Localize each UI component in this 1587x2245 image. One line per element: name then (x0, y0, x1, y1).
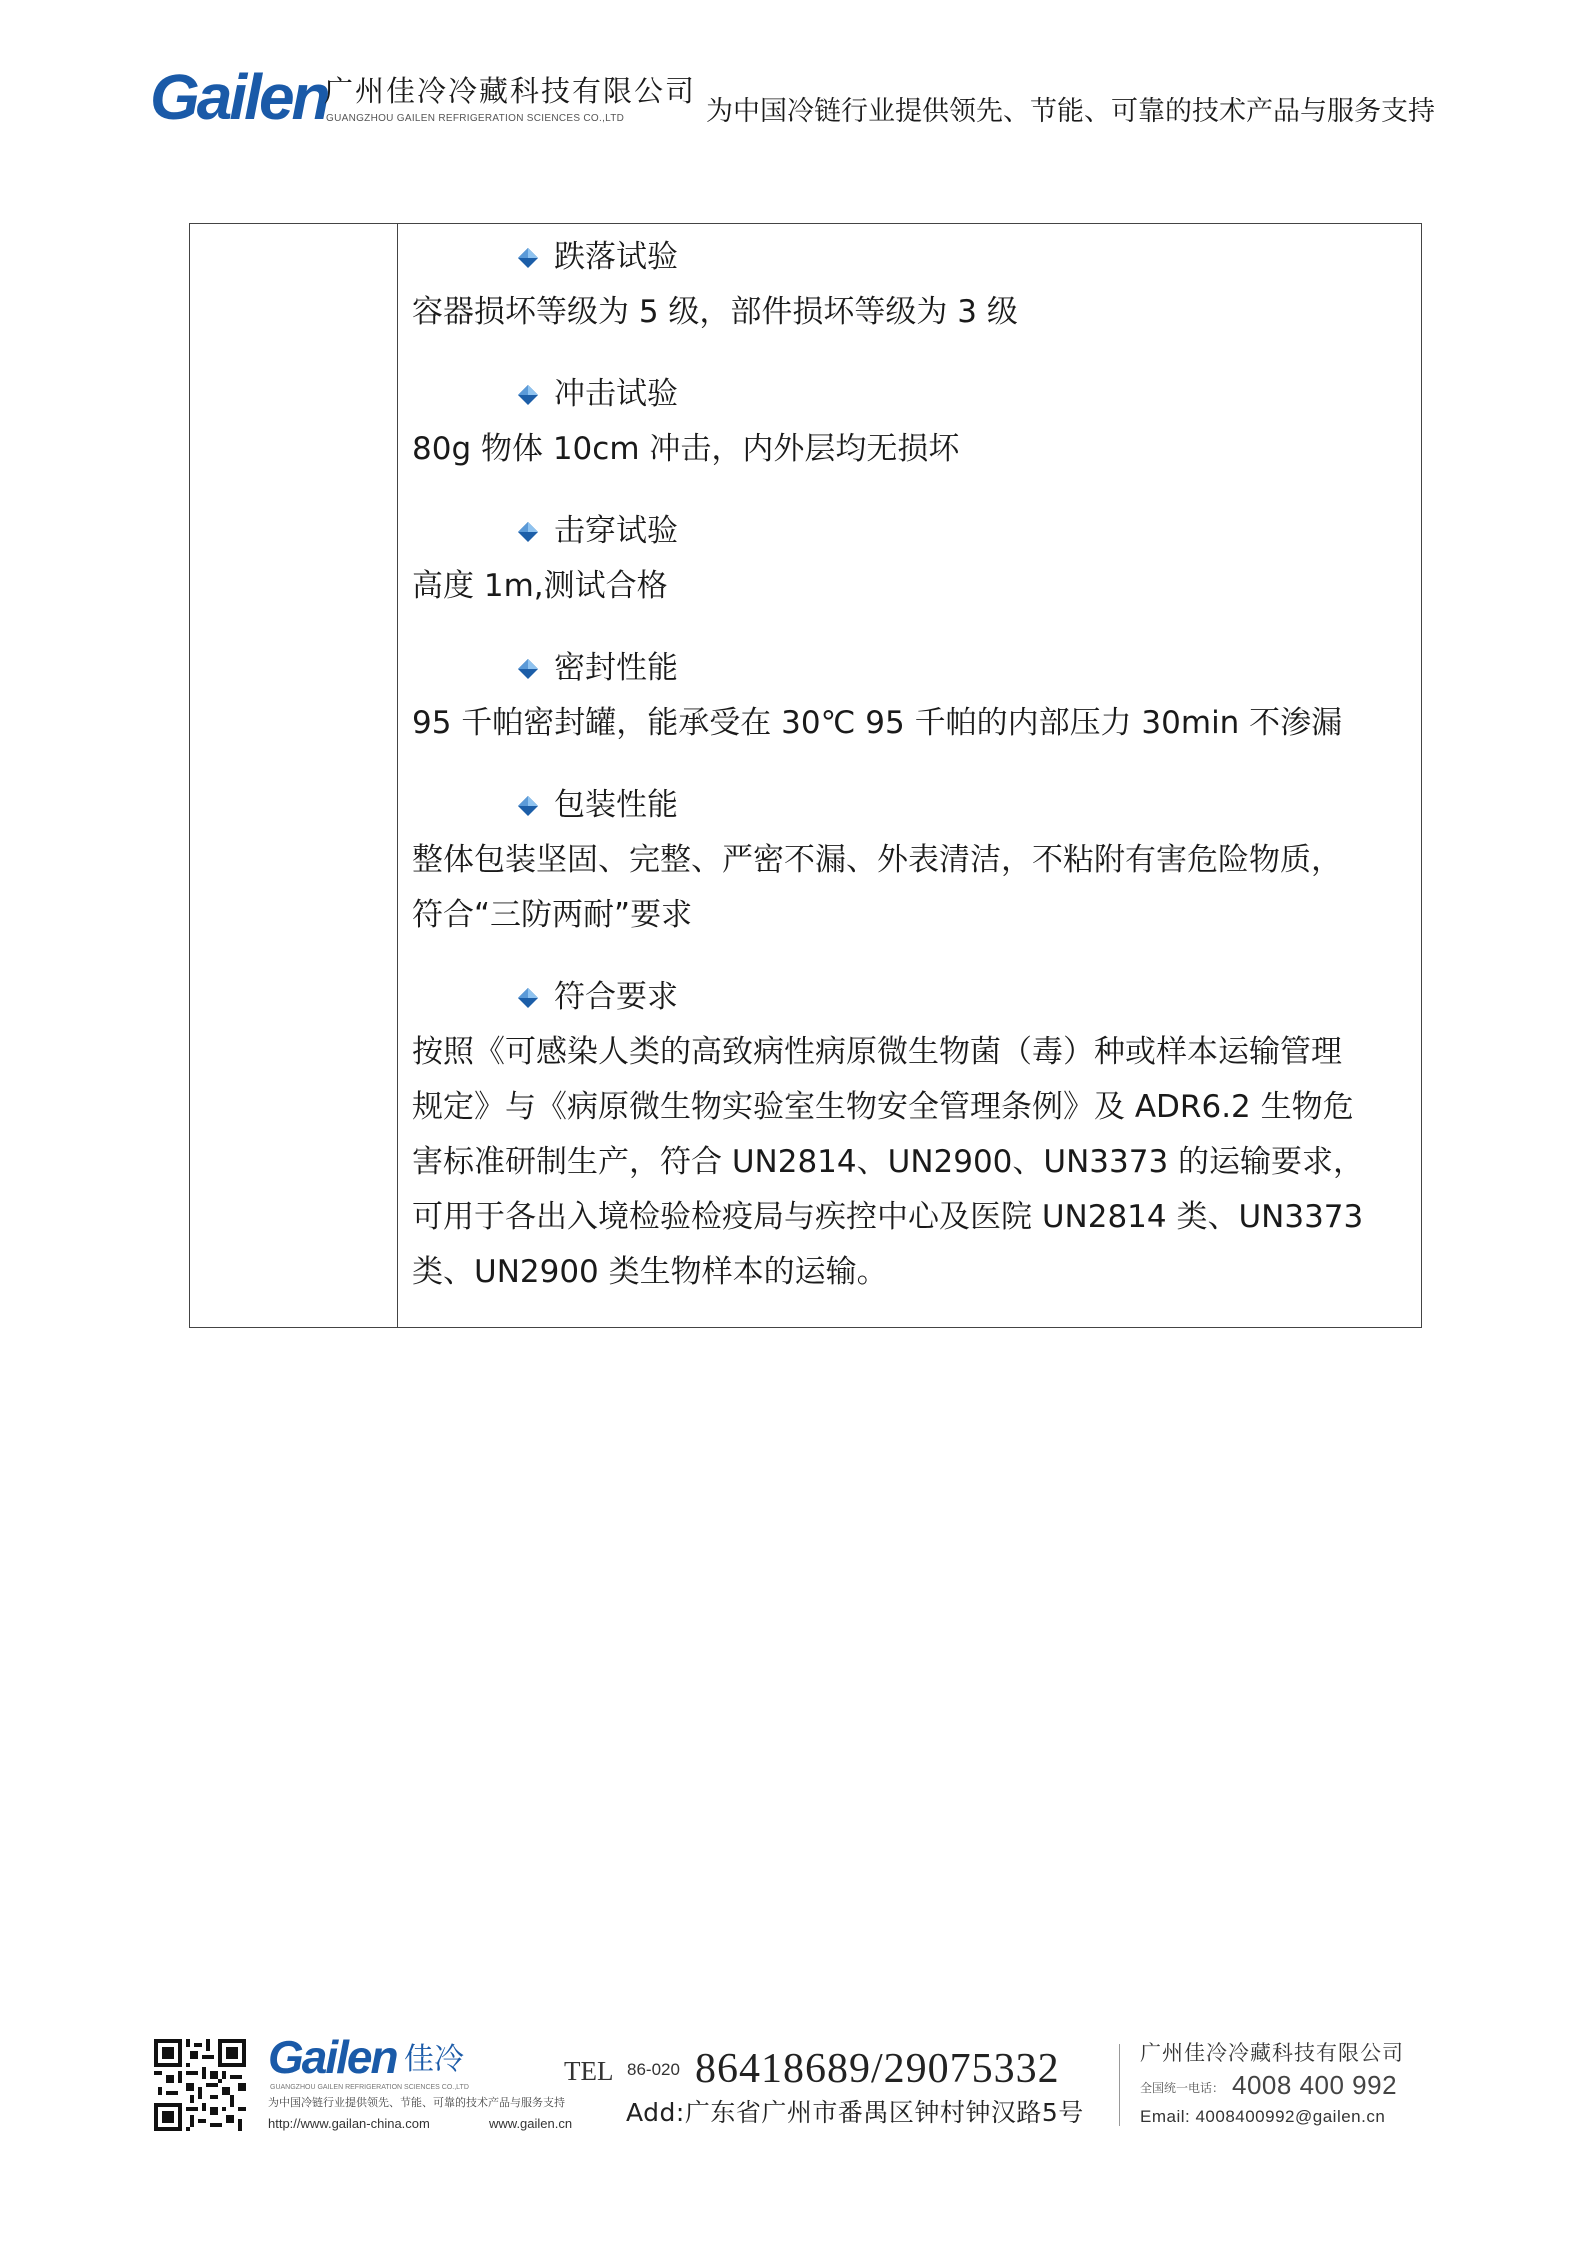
section-body: 高度 1m,测试合格 (412, 568, 668, 604)
company-name-en: GUANGZHOU GAILEN REFRIGERATION SCIENCES CO.,LTD (326, 113, 625, 124)
diamond-bullet-icon (518, 248, 538, 268)
diamond-bullet-icon (518, 988, 538, 1008)
header-slogan: 为中国冷链行业提供领先、节能、可靠的技术产品与服务支持 (706, 96, 1435, 127)
company-address: Add:广东省广州市番禺区钟村钟汉路5号 (626, 2098, 1084, 2127)
diamond-bullet-icon (518, 385, 538, 405)
section-body: 容器损坏等级为 5 级，部件损坏等级为 3 级 (412, 294, 1018, 330)
spec-sections (412, 230, 1401, 1327)
section-compliance (412, 970, 1401, 1300)
diamond-bullet-icon (518, 796, 538, 816)
qr-code-icon (154, 2039, 246, 2131)
footer-company-cn: 广州佳冷冷藏科技有限公司 (1140, 2041, 1404, 2065)
hotline-label: 全国统一电话： (1140, 2081, 1225, 2095)
section-body: 80g 物体 10cm 冲击，内外层均无损坏 (412, 431, 960, 467)
footer-brand-cn: 佳冷 (404, 2042, 464, 2077)
footer-company-en: GUANGZHOU GAILEN REFRIGERATION SCIENCES CO.,LTD (270, 2084, 469, 2091)
section-title: 击穿试验 (554, 513, 678, 549)
diamond-bullet-icon (518, 659, 538, 679)
footer-url-1[interactable]: http://www.gailan-china.com (268, 2116, 430, 2131)
page-header (150, 61, 1450, 136)
section-sealing-performance (412, 641, 1401, 751)
footer-divider (1119, 2044, 1120, 2126)
section-title: 符合要求 (554, 979, 678, 1015)
section-body: 95 千帕密封罐，能承受在 30℃ 95 千帕的内部压力 30min 不渗漏 (412, 705, 1343, 741)
tel-label: TEL (564, 2056, 614, 2086)
section-body: 整体包装坚固、完整、严密不漏、外表清洁，不粘附有害危险物质， 符合“三防两耐”要求 (412, 842, 1342, 933)
footer-email[interactable]: Email: 4008400992@gailen.cn (1140, 2107, 1386, 2126)
tel-numbers: 86418689/29075332 (695, 2046, 1060, 2092)
table-left-cell (190, 224, 398, 1327)
section-title: 跌落试验 (554, 239, 678, 275)
footer-gailen-logo: Gailen (268, 2031, 397, 2083)
section-drop-test (412, 230, 1401, 340)
section-title: 密封性能 (554, 650, 678, 686)
section-packaging-performance (412, 778, 1401, 943)
diamond-bullet-icon (518, 522, 538, 542)
section-impact-test (412, 367, 1401, 477)
footer-url-2[interactable]: www.gailen.cn (489, 2116, 573, 2131)
section-title: 冲击试验 (554, 376, 678, 412)
section-puncture-test (412, 504, 1401, 614)
section-body: 按照《可感染人类的高致病性病原微生物菌（毒）种或样本运输管理 规定》与《病原微生物实验室生物安全管理条例》及 ADR6.2 生物危 害标准研制生产，符合 UN2814、UN2900、UN3373 的运输要求， 可用于各出入境检验检疫局与疾控中心及医院 UN2814 类、UN3373 类、UN2900 类生物样本的运输。 (412, 1034, 1365, 1290)
section-title: 包装性能 (554, 787, 678, 823)
spec-table (189, 223, 1422, 1328)
company-name-cn: 广州佳冷冷藏科技有限公司 (324, 74, 697, 108)
page-footer (154, 2031, 1454, 2134)
gailen-logo: Gailen (150, 61, 328, 133)
tel-prefix: 86-020 (627, 2060, 680, 2079)
hotline-number: 4008 400 992 (1232, 2070, 1398, 2100)
footer-slogan: 为中国冷链行业提供领先、节能、可靠的技术产品与服务支持 (268, 2096, 565, 2109)
